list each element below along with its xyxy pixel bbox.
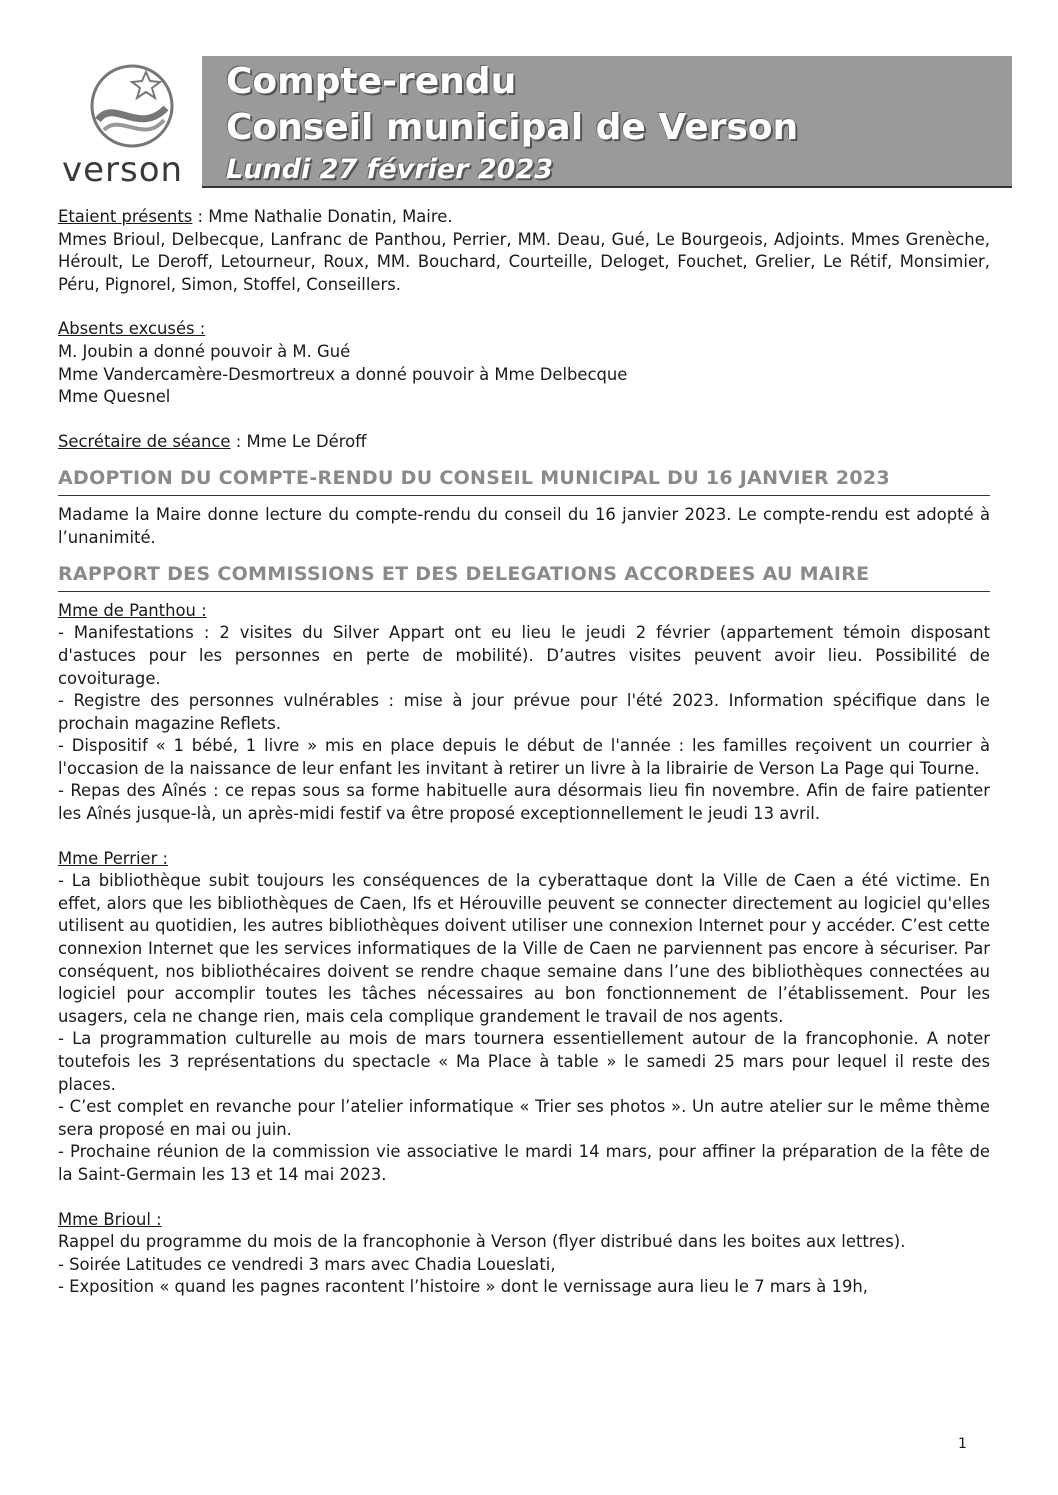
title-band <box>202 56 1012 188</box>
present-label: Etaient présents <box>58 207 193 226</box>
list-item: - Repas des Aînés : ce repas sous sa forme habituelle aura désormais lieu fin novembre. Afin de faire patienter les Aînés jusque-là, un après-midi festif va être proposé exceptionnellement le jeudi 13 avril. <box>58 781 990 824</box>
logo-wordmark: verson <box>62 150 184 190</box>
list-item: - La programmation culturelle au mois de mars tournera essentiellement autour de la francophonie. A noter toutefois les 3 représentations du spectacle « Ma Place à table » le samedi 25 mars pour lequel il reste des places. <box>58 1029 990 1094</box>
document-body <box>58 206 990 1299</box>
page-number: 1 <box>958 1436 967 1452</box>
secretary-value: : Mme Le Déroff <box>230 431 367 451</box>
list-item: - Manifestations : 2 visites du Silver Appart ont eu lieu le jeudi 2 février (appartement témoin disposant d'astuces pour les personnes en perte de mobilité). D’autres visites peuvent avoir lieu. Possibilité de covoiturage. <box>58 623 990 688</box>
present-paragraph <box>58 206 990 229</box>
present-first: : Mme Nathalie Donatin, Maire. <box>192 207 453 226</box>
secretary-label: Secrétaire de séance <box>58 431 231 451</box>
speaker-label-brioul: Mme Brioul : <box>58 1209 162 1229</box>
section-heading-adoption: ADOPTION DU COMPTE-RENDU DU CONSEIL MUNICIPAL DU 16 JANVIER 2023 <box>58 467 990 496</box>
list-item: - Prochaine réunion de la commission vie associative le mardi 14 mars, pour affiner la préparation de la fête de la Saint-Germain les 13 et 14 mai 2023. <box>58 1142 990 1184</box>
verson-logo <box>62 50 202 190</box>
list-item: - Dispositif « 1 bébé, 1 livre » mis en place depuis le début de l'année : les familles reçoivent un courrier à l'occasion de la naissance de leur enfant les invitant à retirer un livre à la librairie de Verson La Page qui Tourne. <box>58 736 990 778</box>
adoption-body: Madame la Maire donne lecture du compte-rendu du conseil du 16 janvier 2023. Le compte-rendu est adopté à l’unanimité. <box>58 504 990 547</box>
document-header <box>62 50 1012 190</box>
list-item: - Soirée Latitudes ce vendredi 3 mars avec Chadia Loueslati, <box>58 1254 556 1274</box>
section-heading-rapport: RAPPORT DES COMMISSIONS ET DES DELEGATIONS ACCORDEES AU MAIRE <box>58 563 990 592</box>
meeting-date: Lundi 27 février 2023 <box>226 154 554 185</box>
list-item: Rappel du programme du mois de la francophonie à Verson (flyer distribué dans les boites aux lettres). <box>58 1232 906 1252</box>
verson-emblem-icon <box>84 58 180 154</box>
absent-line: Mme Quesnel <box>58 387 171 407</box>
absent-label: Absents excusés : <box>58 319 206 339</box>
list-item: - C’est complet en revanche pour l’atelier informatique « Trier ses photos ». Un autre atelier sur le même thème sera proposé en mai ou juin. <box>58 1097 990 1139</box>
absent-line: Mme Vandercamère-Desmortreux a donné pouvoir à Mme Delbecque <box>58 364 628 384</box>
speaker-label-panthou: Mme de Panthou : <box>58 600 207 620</box>
list-item: - Exposition « quand les pagnes racontent l’histoire » dont le vernissage aura lieu le 7 mars à 19h, <box>58 1277 868 1297</box>
speaker-label-perrier: Mme Perrier : <box>58 848 169 868</box>
list-item: - La bibliothèque subit toujours les conséquences de la cyberattaque dont la Ville de Caen a été victime. En effet, alors que les bibliothèques de Caen, Ifs et Hérouville peuvent se connecter directement au logiciel qu'elles utilisent au quotidien, les autres bibliothèques doivent utiliser une connexion Internet pour y accéder. C’est cette connexion Internet que les services informatiques de la Ville de Caen ne parviennent pas encore à sécuriser. Par conséquent, nos bibliothécaires doivent se rendre chaque semaine dans l’une des bibliothèques connectées au logiciel pour accomplir toutes les tâches nécessaires au bon fonctionnement de l’établissement. Pour les usagers, cela ne change rien, mais cela complique grandement le travail de nos agents. <box>58 871 990 1026</box>
title-line-1: Compte-rendu <box>226 61 517 102</box>
secretary-paragraph <box>58 431 990 454</box>
present-list: Mmes Brioul, Delbecque, Lanfranc de Panthou, Perrier, MM. Deau, Gué, Le Bourgeois, Adjoints. Mmes Grenèche, Héroult, Le Deroff, Letourneur, Roux, MM. Bouchard, Courteille, Deloget, Fouchet, Grelier, Le Rétif, Monsimier, Péru, Pignorel, Simon, Stoffel, Conseillers. <box>58 229 990 294</box>
absent-line: M. Joubin a donné pouvoir à M. Gué <box>58 341 351 361</box>
title-line-2: Conseil municipal de Verson <box>226 107 799 148</box>
list-item: - Registre des personnes vulnérables : mise à jour prévue pour l'été 2023. Information spécifique dans le prochain magazine Reflets. <box>58 691 990 733</box>
